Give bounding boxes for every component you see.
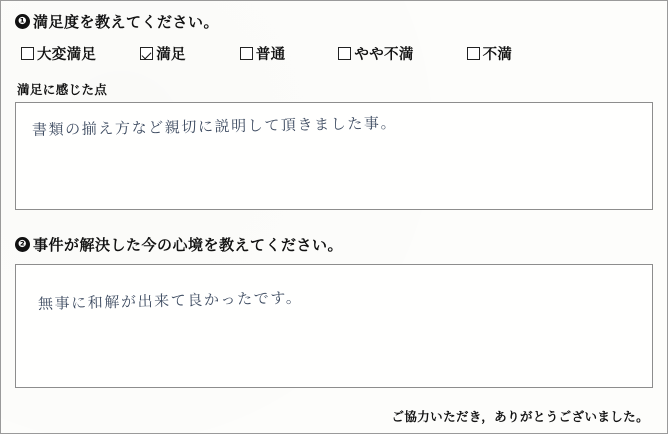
choice-satisfied[interactable] (140, 43, 186, 64)
choice-neutral[interactable] (240, 43, 286, 64)
checkbox-checked-icon[interactable] (140, 47, 153, 60)
question-1-choices (15, 43, 653, 64)
question-1-text: 満足度を教えてください。 (33, 13, 220, 31)
choice-very-satisfied[interactable] (21, 43, 96, 64)
checkbox-icon[interactable] (240, 47, 253, 60)
question-2-number: ❷ (15, 237, 30, 252)
choice-label: やや不満 (354, 47, 414, 63)
question-2-text: 事件が解決した今の心境を教えてください。 (33, 236, 344, 254)
question-2-section (15, 234, 653, 388)
choice-label: 満足 (156, 47, 186, 63)
question-1-sub-label: 満足に感じた点 (17, 82, 108, 97)
choice-somewhat-dissatisfied[interactable] (338, 43, 413, 64)
checkbox-icon[interactable] (21, 47, 34, 60)
question-1-answer-box[interactable] (15, 102, 653, 210)
question-2-heading (15, 234, 653, 255)
question-1-number: ❶ (15, 14, 30, 29)
checkbox-icon[interactable] (467, 47, 480, 60)
choice-label: 大変満足 (37, 47, 97, 63)
checkbox-icon[interactable] (338, 47, 351, 60)
choice-label: 普通 (255, 47, 286, 63)
question-1-answer-text: 書類の揃え方など親切に説明して頂きました事。 (31, 113, 398, 139)
choice-label: 不満 (482, 47, 513, 63)
question-1-heading (15, 11, 653, 32)
footer-note: ご協力いただき，ありがとうございました。 (391, 409, 649, 424)
choice-dissatisfied[interactable] (467, 43, 513, 64)
question-2-answer-text: 無事に和解が出来て良かったです。 (37, 288, 303, 313)
question-2-answer-box[interactable] (15, 264, 653, 388)
